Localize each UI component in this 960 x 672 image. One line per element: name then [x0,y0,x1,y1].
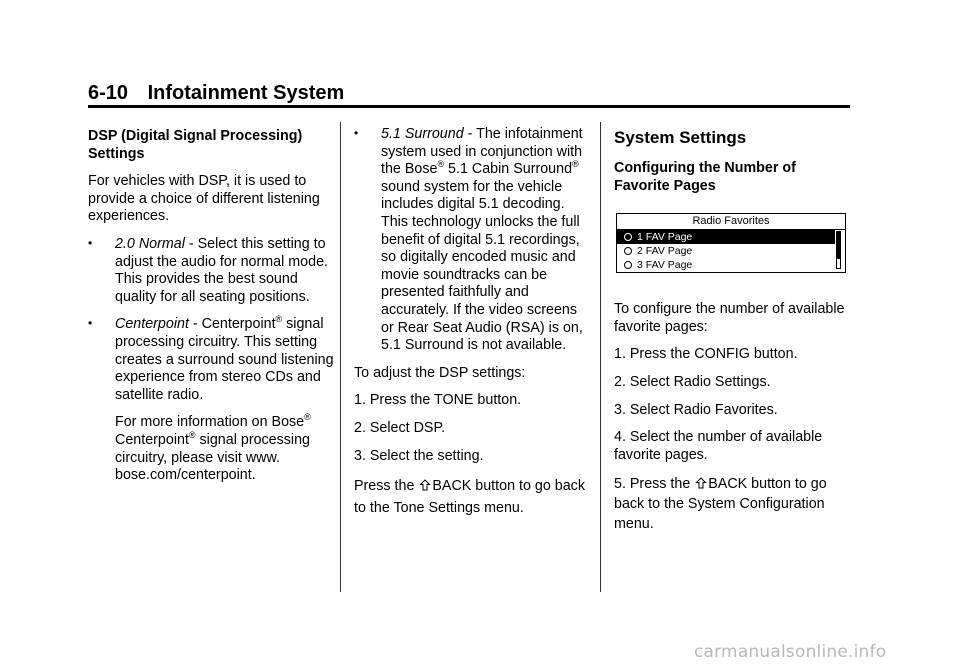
step-item: 3. Select Radio Favorites. [614,401,778,418]
radio-favorites-screen [616,213,846,273]
registered-mark: ® [437,159,445,170]
back-text: BACK button to go back to the Tone Settings menu. [354,478,585,517]
bullet-term: 2.0 Normal [115,235,185,252]
fav-page-label: 3 FAV Page [637,259,693,272]
bullet-text: sound system for the vehicle includes digital 5.1 decoding. This technology unlocks the full benefit of digital 5.1 recordings, so digitally encoded music and movie soundtracks can be presented faithfully and accurately. If the video screens or Rear Seat Audio (RSA) is on, 5.1 Surround is not available. [381,178,583,354]
more-info-text: signal processing circuitry, please visit www. bose.com/centerpoint. [115,431,311,484]
back-arrow-icon [419,479,431,491]
column-divider [340,122,341,592]
step-item [614,474,854,534]
registered-mark: ® [188,430,196,441]
watermark: carmanualsonline.info [694,642,887,662]
column-system-settings [614,128,854,544]
page-number: 6-10 [88,82,129,104]
column-divider [600,122,601,592]
registered-mark: ® [275,314,283,325]
fav-page-label: 1 FAV Page [637,231,693,244]
bullet-icon: • [88,316,93,331]
back-text: Press the [354,478,419,495]
step-item: 2. Select Radio Settings. [614,373,771,390]
step-item: 3. Select the setting. [354,447,484,464]
fav-page-label: 2 FAV Page [637,245,693,258]
step-item: 1. Press the CONFIG button. [614,346,798,363]
radio-icon [624,233,632,241]
bullet-text: 5.1 Cabin Surround [444,161,573,178]
fav-page-option[interactable] [617,244,835,258]
screen-title: Radio Favorites [617,214,845,230]
bullet-centerpoint [88,316,336,404]
bullet-icon: • [88,235,93,250]
scrollbar[interactable] [836,231,841,269]
config-lead: To configure the number of available favorite pages: [614,301,845,335]
step-text: 4. Select the number of available [614,429,823,446]
registered-mark: ® [304,412,311,423]
bullet-text: - Centerpoint [188,316,276,333]
fav-page-option[interactable] [617,230,835,244]
step-item [614,429,854,464]
bullet-surround [354,126,588,355]
registered-mark: ® [572,159,579,170]
column-surround [354,126,588,529]
back-arrow-icon [695,477,707,489]
radio-icon [624,261,632,269]
dsp-lead: To adjust the DSP settings: [354,364,526,381]
fav-page-option[interactable] [617,258,835,272]
column-dsp [88,128,336,495]
chapter-title: Infotainment System [147,82,345,104]
subsection-heading: Configuring the Number of Favorite Pages [614,160,796,194]
bullet-term: 5.1 Surround [381,126,464,142]
more-info-text: Centerpoint [115,431,189,448]
dsp-intro: For vehicles with DSP, it is used to provide a choice of different listening experiences. [88,173,320,225]
more-info [88,414,336,484]
step-text: to go back to the System Configuration menu. [614,476,827,533]
step-text: 5. Press the [614,476,695,493]
bullet-normal [88,236,336,306]
bullet-icon: • [354,126,359,140]
scroll-thumb[interactable] [837,232,840,259]
page-header [88,80,850,108]
back-instruction [354,475,588,519]
radio-icon [624,247,632,255]
step-item: 1. Press the TONE button. [354,392,522,409]
step-text: favorite pages. [614,446,708,463]
bullet-text: - Select this setting to adjust the audio for normal mode. This provides the best sound quality for all seating positions. [115,235,328,305]
bullet-term: Centerpoint [115,316,189,333]
step-text: BACK button [708,476,791,493]
more-info-text: For more information on Bose [115,414,305,431]
section-title: System Settings [614,128,747,147]
bullet-text: - The infotainment system used in conjunction with the Bose [381,126,583,178]
step-item: 2. Select DSP. [354,419,446,436]
dsp-heading: DSP (Digital Signal Processing) Settings [88,128,303,162]
bullet-text: signal processing circuitry. This setting creates a surround sound listening experience from stereo CDs and satellite radio. [115,316,334,403]
